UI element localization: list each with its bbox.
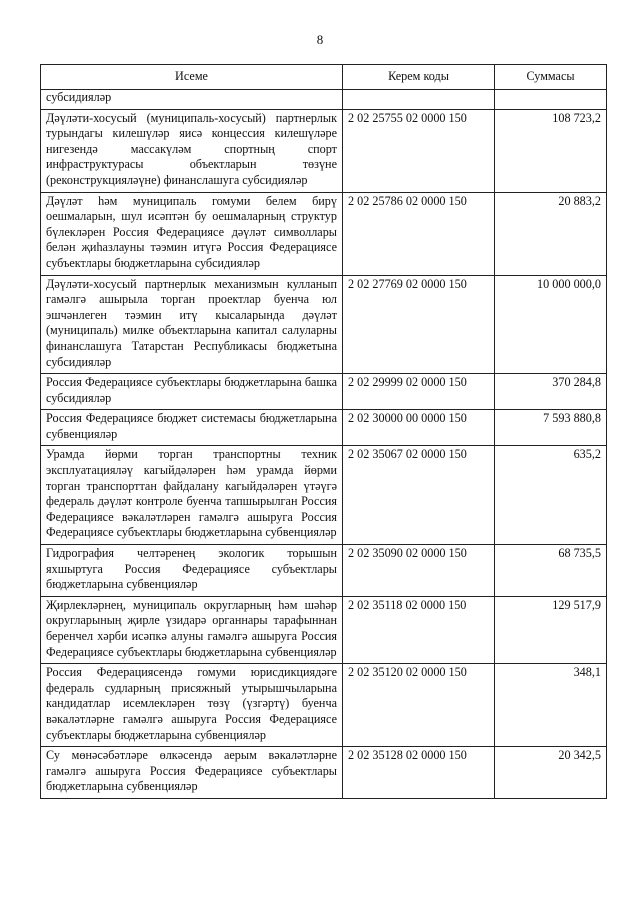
row-amount: 68 735,5 <box>495 545 607 597</box>
table-row-continuation <box>41 90 607 110</box>
table-row <box>41 410 607 446</box>
table-row <box>41 374 607 410</box>
row-amount: 348,1 <box>495 664 607 747</box>
row-amount: 129 517,9 <box>495 596 607 663</box>
table-row <box>41 275 607 374</box>
table-row <box>41 446 607 545</box>
table-header-row <box>41 65 607 90</box>
row-amount: 20 883,2 <box>495 192 607 275</box>
row-code: 2 02 35090 02 0000 150 <box>343 545 495 597</box>
row-name: Җирлекләрнең, муниципаль округларның һәм шәһәр округларының җирле үзидарә органнары тарафыннан беренчел хәрби исәпкә алуны гамәлгә ашыруга Россия Федерациясе субъектлары бюджетларына субвенцияләр <box>41 596 343 663</box>
row-amount: 7 593 880,8 <box>495 410 607 446</box>
row-code: 2 02 25786 02 0000 150 <box>343 192 495 275</box>
row-code: 2 02 29999 02 0000 150 <box>343 374 495 410</box>
table-row <box>41 596 607 663</box>
budget-revenue-table <box>40 64 607 799</box>
row-code: 2 02 25755 02 0000 150 <box>343 109 495 192</box>
row-name: Гидрография челтәренең экологик торышын яхшыртуга Россия Федерациясе субъектлары бюджетларына субвенцияләр <box>41 545 343 597</box>
page-number: 8 <box>316 32 324 47</box>
row-amount: 10 000 000,0 <box>495 275 607 374</box>
row-name: Урамда йөрми торган транспортны техник эксплуатацияләү кагыйдәләрен һәм урамда йөрми торган транспорттан файдалану кагыйдәләрен үтәүгә федераль дәүләт контроле буенча тапшырылган Россия Федерациясе вәкаләтләрен гамәлгә ашыруга Россия Федерациясе субъектлары бюджетларына субвенцияләр <box>41 446 343 545</box>
row-name: Дәүләт һәм муниципаль гомуми белем бирү оешмаларын, шул исәптән бу оешмаларның структур бүлекләрен Россия Федерациясе дәүләт символлары белән җиһазлауны тәэмин итүгә Россия Федерациясе субъектлары бюджетларына субсидияләр <box>41 192 343 275</box>
row-code: 2 02 35118 02 0000 150 <box>343 596 495 663</box>
row-code: 2 02 27769 02 0000 150 <box>343 275 495 374</box>
table-row <box>41 545 607 597</box>
row-name: Дәүләти-хосусый (муниципаль-хосусый) партнерлык турындагы килешүләр яисә концессия килешүләре нигезендә массакүләм спортның спорт инфраструктурасы объектларын төзүне (реконструкцияләүне) финанслашуга субсидияләр <box>41 109 343 192</box>
table-row <box>41 664 607 747</box>
row-code: 2 02 35120 02 0000 150 <box>343 664 495 747</box>
header-name: Исеме <box>41 65 343 90</box>
row-code: 2 02 35128 02 0000 150 <box>343 747 495 799</box>
table-row <box>41 109 607 192</box>
row-name: Россия Федерациясендә гомуми юрисдикциядәге федераль судларның присяжный утырышчыларына кандидатлар исемлекләрен төзү (үзгәртү) буенча вәкаләтләрне гамәлгә ашыруга Россия Федерациясе субъектлары бюджетларына субвенцияләр <box>41 664 343 747</box>
row-code: 2 02 35067 02 0000 150 <box>343 446 495 545</box>
row-amount: 635,2 <box>495 446 607 545</box>
table-row <box>41 192 607 275</box>
header-amount: Суммасы <box>495 65 607 90</box>
continuation-text: субсидияләр <box>41 90 343 110</box>
header-code: Керем коды <box>343 65 495 90</box>
row-name: Дәүләти-хосусый партнерлык механизмын кулланып гамәлгә ашырыла торган проектлар буенча юл эшчәнлеген тәэмин итү кысаларында дәүләт (муниципаль) милке объектларына капитал салуларны финанслашуга Татарстан Республикасы бюджетына субсидияләр <box>41 275 343 374</box>
row-name: Су мөнәсәбәтләре өлкәсендә аерым вәкаләтләрне гамәлгә ашыруга Россия Федерациясе субъектлары бюджетларына субвенцияләр <box>41 747 343 799</box>
row-name: Россия Федерациясе субъектлары бюджетларына башка субсидияләр <box>41 374 343 410</box>
row-code: 2 02 30000 00 0000 150 <box>343 410 495 446</box>
row-amount: 108 723,2 <box>495 109 607 192</box>
row-name: Россия Федерациясе бюджет системасы бюджетларына субвенцияләр <box>41 410 343 446</box>
row-amount: 20 342,5 <box>495 747 607 799</box>
row-amount: 370 284,8 <box>495 374 607 410</box>
table-row <box>41 747 607 799</box>
